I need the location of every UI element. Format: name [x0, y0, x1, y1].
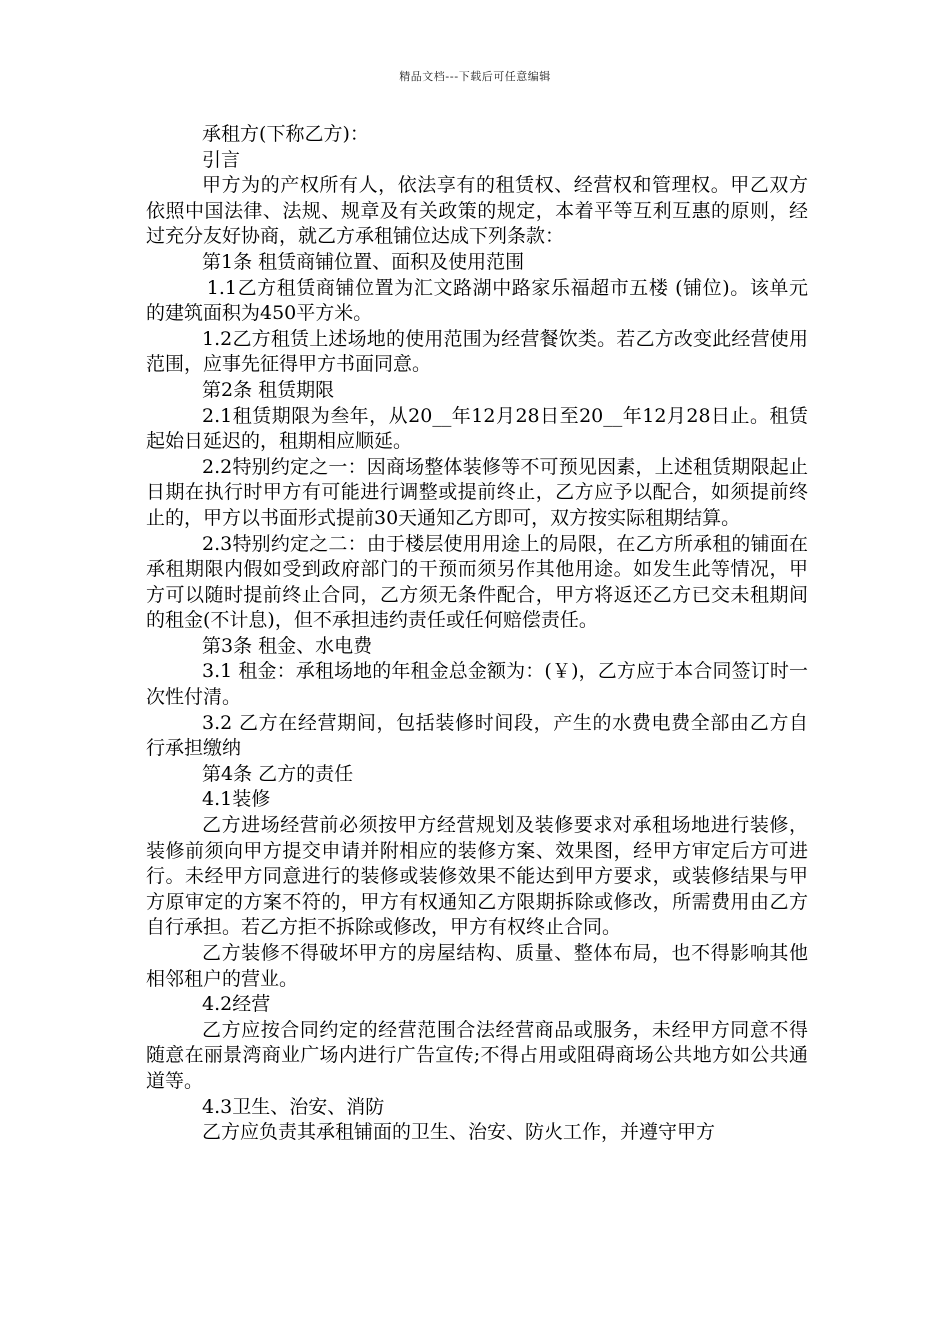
article-4-heading: 第4条 乙方的责任: [202, 762, 354, 785]
clause-4-2-heading: 4.2经营: [202, 993, 271, 1016]
clause-3-2: 3.2 乙方在经营期间，包括装修时间段，产生的水费电费全部由乙方自行承担缴纳: [146, 711, 808, 760]
page-header: 精品文档---下载后可任意编辑: [399, 70, 551, 83]
article-2-heading: 第2条 租赁期限: [202, 378, 335, 401]
clause-4-1-heading: 4.1装修: [202, 788, 271, 811]
clause-4-2-body: 乙方应按合同约定的经营范围合法经营商品或服务，未经甲方同意不得随意在丽景湾商业广场内进行广告宣传;不得占用或阻碍商场公共地方如公共通道等。: [146, 1018, 808, 1092]
clause-2-1: 2.1租赁期限为叁年，从20__年12月28日至20__年12月28日止。租赁起始日延迟的，租期相应顺延。: [146, 404, 808, 453]
clause-4-1-body-2: 乙方装修不得破坏甲方的房屋结构、质量、整体布局，也不得影响其他相邻租户的营业。: [146, 942, 808, 990]
clause-4-3-body: 乙方应负责其承租铺面的卫生、治安、防火工作，并遵守甲方: [202, 1121, 716, 1144]
clause-3-1: 3.1 租金：承租场地的年租金总金额为：(￥)，乙方应于本合同签订时一次性付清。: [146, 660, 808, 709]
document-body: [146, 122, 808, 1146]
clause-1-2: 1.2乙方租赁上述场地的使用范围为经营餐饮类。若乙方改变此经营使用范围，应事先征得甲方书面同意。: [146, 327, 808, 376]
clause-2-3: 2.3特别约定之二：由于楼层使用用途上的局限，在乙方所承租的铺面在承租期限内假如受到政府部门的干预而须另作其他用途。如发生此等情况，甲方可以随时提前终止合同，乙方须无条件配合，甲方将返还乙方已交未租期间的租金(不计息)，但不承担违约责任或任何赔偿责任。: [146, 532, 808, 632]
article-3-heading: 第3条 租金、水电费: [202, 634, 373, 657]
article-1-heading: 第1条 租赁商铺位置、面积及使用范围: [202, 250, 525, 273]
paragraph-intro-heading: 引言: [202, 148, 241, 171]
clause-4-3-heading: 4.3卫生、治安、消防: [202, 1095, 385, 1118]
paragraph-lessee: 承租方(下称乙方)：: [202, 123, 369, 145]
paragraph-intro: 甲方为的产权所有人，依法享有的租赁权、经营权和管理权。甲乙双方依照中国法律、法规、规章及有关政策的规定，本着平等互利互惠的原则，经过充分友好协商，就乙方承租铺位达成下列条款：: [146, 174, 808, 248]
clause-2-2: 2.2特别约定之一：因商场整体装修等不可预见因素，上述租赁期限起止日期在执行时甲方有可能进行调整或提前终止，乙方应予以配合，如须提前终止的，甲方以书面形式提前30天通知乙方即可，双方按实际租期结算。: [146, 455, 808, 529]
clause-4-1-body: 乙方进场经营前必须按甲方经营规划及装修要求对承租场地进行装修，装修前须向甲方提交申请并附相应的装修方案、效果图，经甲方审定后方可进行。未经甲方同意进行的装修或装修效果不能达到甲方要求，或装修结果与甲方原审定的方案不符的，甲方有权通知乙方限期拆除或修改，所需费用由乙方自行承担。若乙方拒不拆除或修改，甲方有权终止合同。: [146, 814, 808, 939]
clause-1-1: 1.1乙方租赁商铺位置为汇文路湖中路家乐福超市五楼 (铺位)。该单元的建筑面积为450平方米。: [146, 276, 808, 325]
